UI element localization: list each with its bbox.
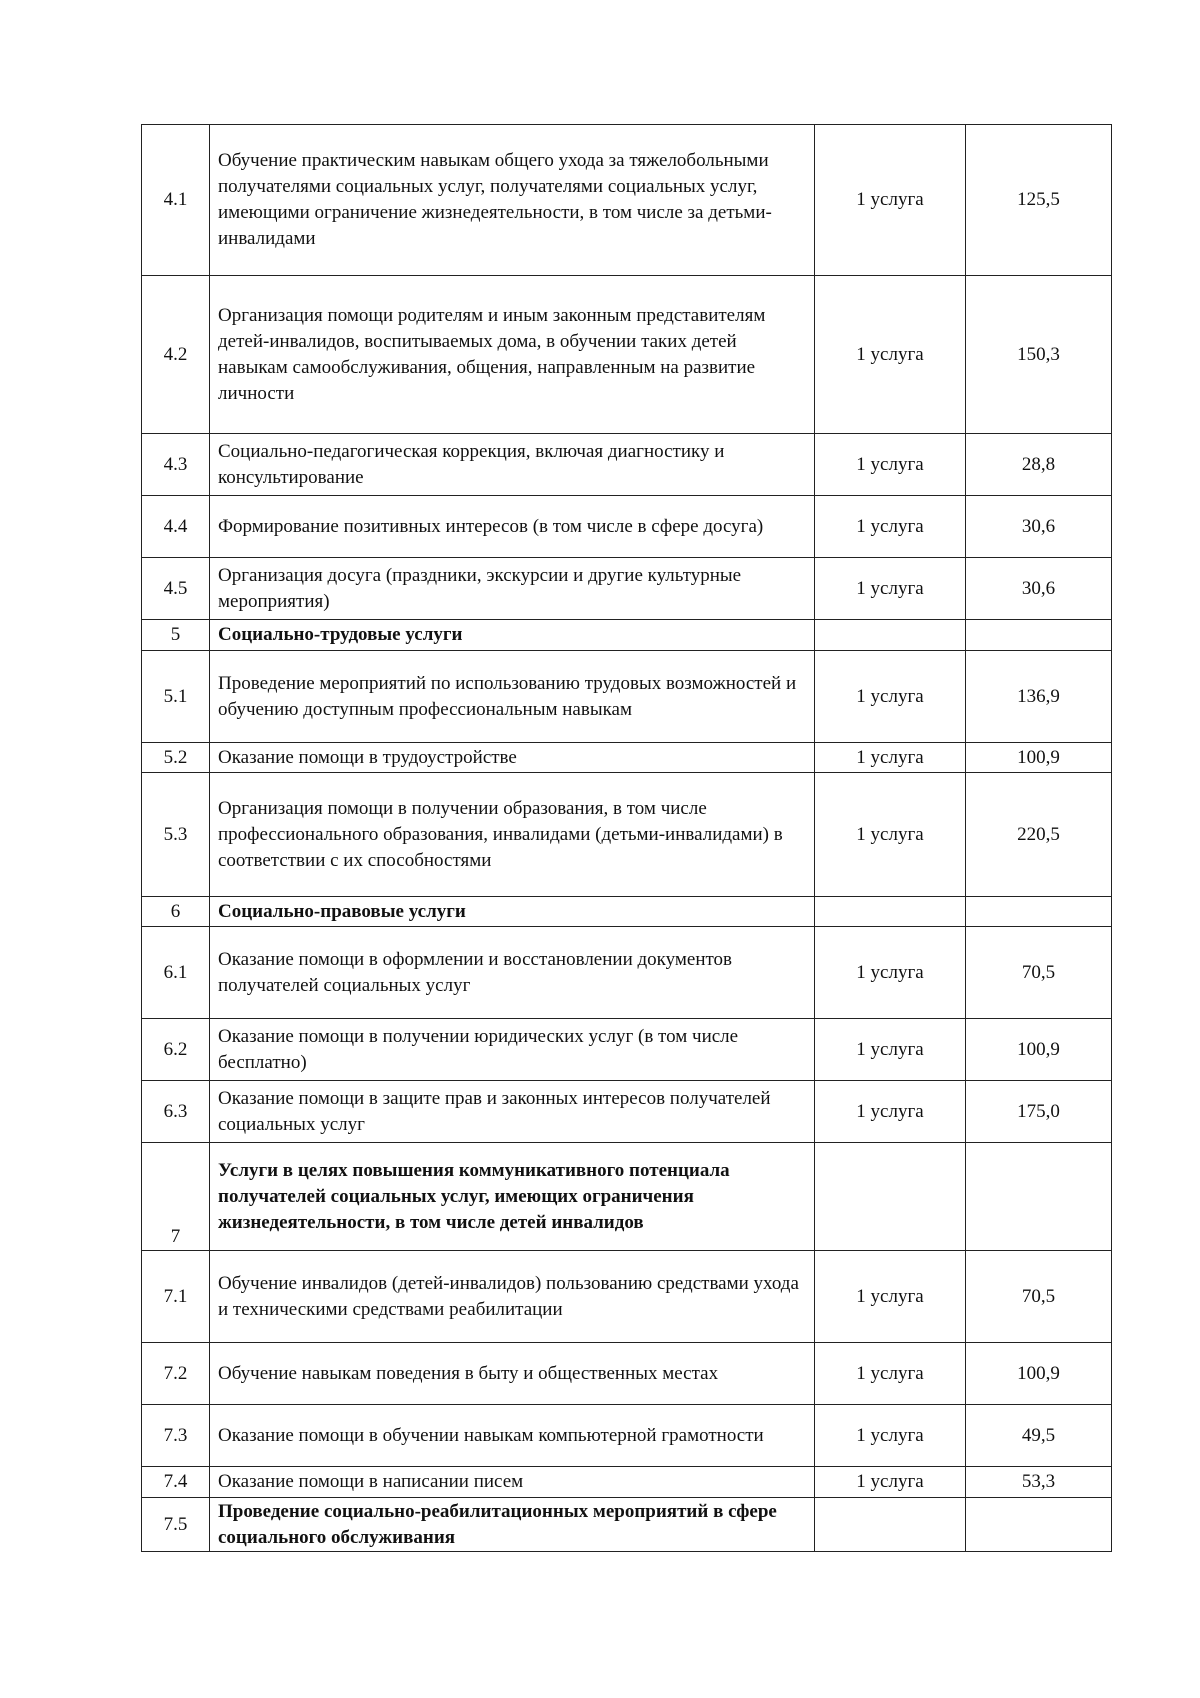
row-number: 7.1 [142,1251,210,1343]
row-number: 7.4 [142,1467,210,1498]
table-row [142,1251,1112,1343]
section-title: Социально-правовые услуги [210,897,815,927]
unit-cell: 1 услуга [815,1405,966,1467]
price-cell: 30,6 [966,558,1112,620]
section-number: 5 [142,620,210,651]
service-name: Организация помощи родителям и иным законным представителям детей-инвалидов, воспитываемых дома, в обучении таких детей навыкам самообслуживания, общения, направленным на развитие личности [210,276,815,434]
service-name: Проведение мероприятий по использованию трудовых возможностей и обучению доступным профессиональным навыкам [210,651,815,743]
unit-cell: 1 услуга [815,651,966,743]
price-cell [966,1498,1112,1552]
price-cell: 175,0 [966,1081,1112,1143]
section-title: Социально-трудовые услуги [210,620,815,651]
unit-cell [815,897,966,927]
price-cell: 30,6 [966,496,1112,558]
unit-cell: 1 услуга [815,434,966,496]
row-number: 7.3 [142,1405,210,1467]
price-cell: 70,5 [966,1251,1112,1343]
row-number: 5.2 [142,743,210,773]
service-name: Обучение навыкам поведения в быту и общественных местах [210,1343,815,1405]
service-name: Оказание помощи в защите прав и законных интересов получателей социальных услуг [210,1081,815,1143]
table-row [142,743,1112,773]
price-cell: 220,5 [966,773,1112,897]
row-number: 6.2 [142,1019,210,1081]
price-cell [966,1143,1112,1251]
table-row [142,1467,1112,1498]
unit-cell [815,620,966,651]
price-cell: 150,3 [966,276,1112,434]
unit-cell: 1 услуга [815,125,966,276]
price-cell: 28,8 [966,434,1112,496]
table-row [142,558,1112,620]
service-name: Оказание помощи в обучении навыкам компьютерной грамотности [210,1405,815,1467]
price-cell: 100,9 [966,1019,1112,1081]
service-name: Организация досуга (праздники, экскурсии и другие культурные мероприятия) [210,558,815,620]
table-row [142,1405,1112,1467]
section-number: 7 [142,1143,210,1251]
unit-cell: 1 услуга [815,743,966,773]
unit-cell: 1 услуга [815,1081,966,1143]
unit-cell: 1 услуга [815,1467,966,1498]
section-title: Услуги в целях повышения коммуникативного потенциала получателей социальных услуг, имеющих ограничения жизнедеятельности, в том числе детей инвалидов [210,1143,815,1251]
price-cell: 125,5 [966,125,1112,276]
price-cell: 136,9 [966,651,1112,743]
price-cell: 53,3 [966,1467,1112,1498]
row-number: 7.5 [142,1498,210,1552]
unit-cell: 1 услуга [815,1343,966,1405]
price-cell: 49,5 [966,1405,1112,1467]
services-price-table [141,124,1112,1552]
row-number: 7.2 [142,1343,210,1405]
section-row [142,620,1112,651]
service-name: Обучение инвалидов (детей-инвалидов) пользованию средствами ухода и техническими средствами реабилитации [210,1251,815,1343]
service-name: Организация помощи в получении образования, в том числе профессионального образования, инвалидами (детьми-инвалидами) в соответствии с их способностями [210,773,815,897]
price-cell [966,897,1112,927]
section-number: 6 [142,897,210,927]
row-number: 4.1 [142,125,210,276]
service-name: Социально-педагогическая коррекция, включая диагностику и консультирование [210,434,815,496]
row-number: 5.1 [142,651,210,743]
service-name: Оказание помощи в получении юридических услуг (в том числе бесплатно) [210,1019,815,1081]
section-row [142,897,1112,927]
table-row [142,927,1112,1019]
table-row [142,496,1112,558]
row-number: 4.2 [142,276,210,434]
unit-cell: 1 услуга [815,276,966,434]
unit-cell: 1 услуга [815,496,966,558]
unit-cell: 1 услуга [815,558,966,620]
section-title: Проведение социально-реабилитационных мероприятий в сфере социального обслуживания [210,1498,815,1552]
row-number: 6.3 [142,1081,210,1143]
service-name: Оказание помощи в трудоустройстве [210,743,815,773]
price-cell [966,620,1112,651]
service-name: Оказание помощи в написании писем [210,1467,815,1498]
unit-cell [815,1143,966,1251]
unit-cell: 1 услуга [815,1019,966,1081]
table-row [142,773,1112,897]
table-row [142,125,1112,276]
table-row [142,434,1112,496]
price-cell: 100,9 [966,743,1112,773]
table-row [142,1343,1112,1405]
unit-cell [815,1498,966,1552]
row-number: 6.1 [142,927,210,1019]
table-row [142,1019,1112,1081]
table-row [142,651,1112,743]
section-row [142,1498,1112,1552]
row-number: 4.5 [142,558,210,620]
row-number: 4.3 [142,434,210,496]
unit-cell: 1 услуга [815,773,966,897]
row-number: 4.4 [142,496,210,558]
unit-cell: 1 услуга [815,1251,966,1343]
service-name: Оказание помощи в оформлении и восстановлении документов получателей социальных услуг [210,927,815,1019]
service-name: Обучение практическим навыкам общего ухода за тяжелобольными получателями социальных услуг, получателями социальных услуг, имеющими ограничение жизнедеятельности, в том числе за детьми-инвалидами [210,125,815,276]
section-row [142,1143,1112,1251]
price-cell: 100,9 [966,1343,1112,1405]
unit-cell: 1 услуга [815,927,966,1019]
table-row [142,276,1112,434]
price-cell: 70,5 [966,927,1112,1019]
service-name: Формирование позитивных интересов (в том числе в сфере досуга) [210,496,815,558]
row-number: 5.3 [142,773,210,897]
table-row [142,1081,1112,1143]
